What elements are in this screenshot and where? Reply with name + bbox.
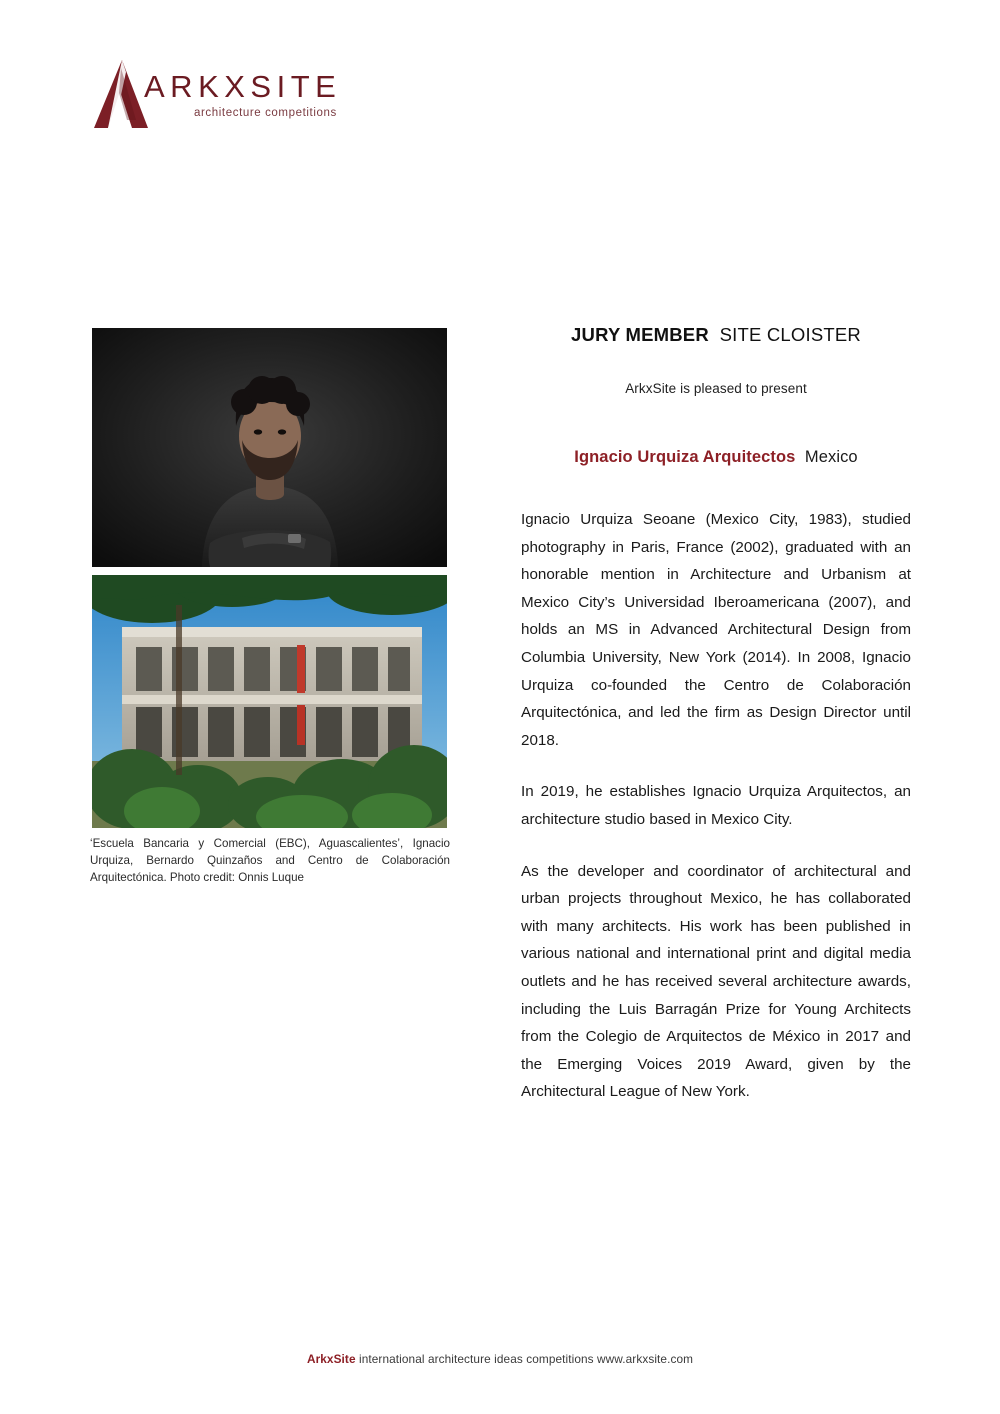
studio-name: Ignacio Urquiza Arquitectos <box>574 448 796 466</box>
page-title <box>521 322 911 348</box>
footer <box>0 1352 1000 1366</box>
footer-brand: ArkxSite <box>306 1352 356 1366</box>
intro-line: ArkxSite is pleased to present <box>625 381 807 396</box>
footer-url[interactable]: www.arkxsite.com <box>597 1352 694 1366</box>
studio-line <box>521 448 911 467</box>
logo-tagline: architecture competitions <box>194 107 337 119</box>
bio-paragraph-2: In 2019, he establishes Ignacio Urquiza Arquitectos, an architecture studio based in Mexico City. <box>521 783 911 828</box>
footer-text: international architecture ideas competitions <box>355 1352 598 1366</box>
photo-caption: ‘Escuela Bancaria y Comercial (EBC), Aguascalientes’, Ignacio Urquiza, Bernardo Quinzaños and Centro de Colaboración Arquitectónica. Photo credit: Onnis Luque <box>90 837 450 884</box>
page-title-bold: JURY MEMBER <box>571 324 709 345</box>
logo <box>92 58 412 138</box>
logo-wordmark: ARKXSITE <box>144 69 342 104</box>
bio-paragraph-1: Ignacio Urquiza Seoane (Mexico City, 1983), studied photography in Paris, France (2002), graduated with an honorable mention in Architecture and Urbanism at Mexico City’s Universidad Iberoamericana (2007), and holds an MS in Advanced Architectural Design from Columbia University, New York (2014). In 2008, Ignacio Urquiza co-founded the Centro de Colaboración Arquitectónica, and led the firm as Design Director until 2018. <box>521 511 911 749</box>
bio-paragraph-3: As the developer and coordinator of architectural and urban projects throughout Mexico, he has collaborated with many architects. His work has been published in various national and international print and digital media outlets and he has received several architecture awards, including the Luis Barragán Prize for Young Architects from the Colegio de Arquitectos de México in 2017 and the Emerging Voices 2019 Award, given by the Architectural League of New York. <box>521 862 911 1101</box>
page-title-light: SITE CLOISTER <box>719 324 861 345</box>
project-photo <box>92 575 447 828</box>
studio-country: Mexico <box>804 448 858 466</box>
portrait-photo <box>92 328 447 567</box>
article-column <box>521 322 911 1106</box>
